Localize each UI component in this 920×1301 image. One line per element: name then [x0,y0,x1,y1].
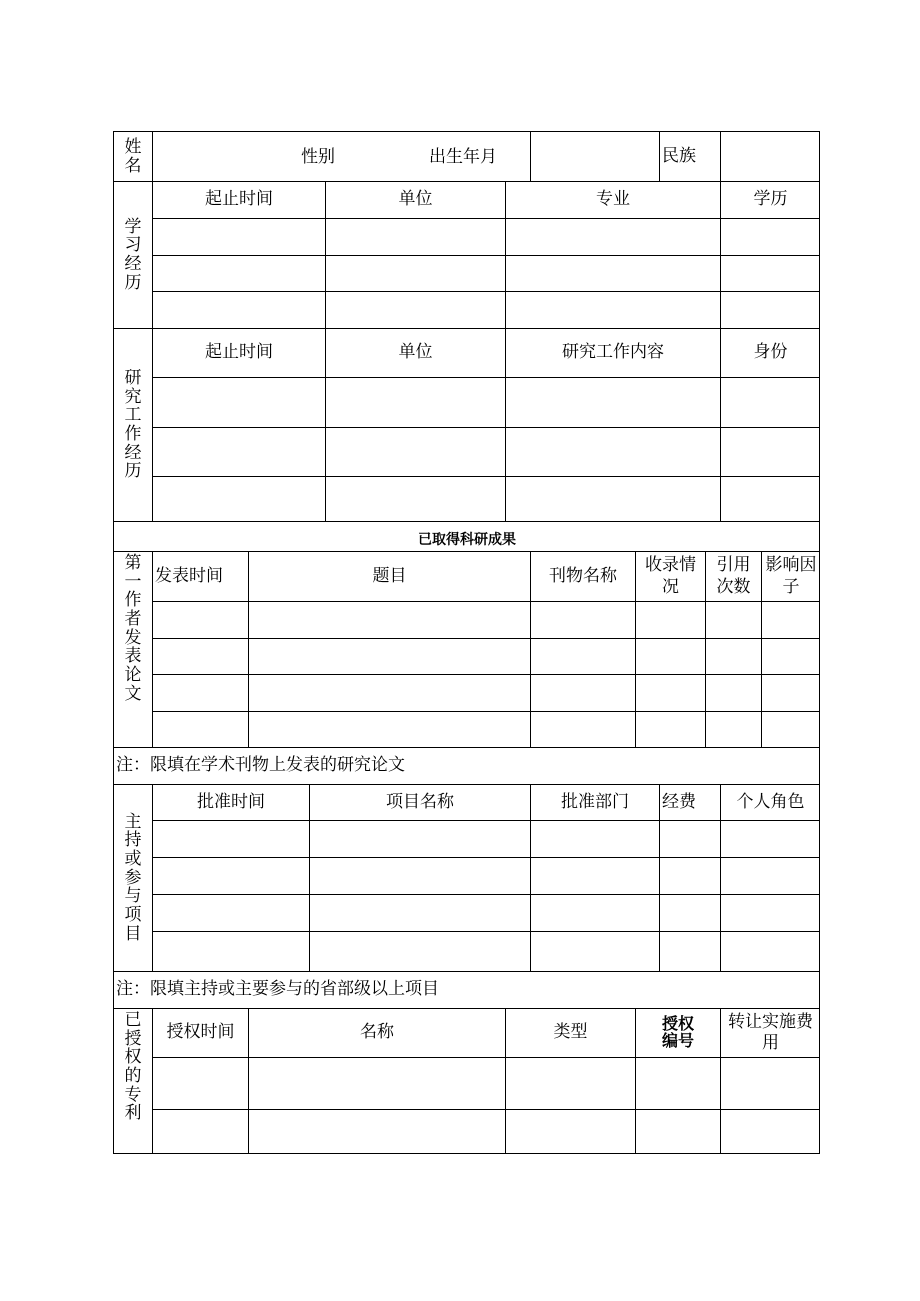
projects-header-role: 个人角色 [720,784,820,820]
papers-cell[interactable] [530,638,635,674]
patents-cell[interactable] [635,1109,720,1154]
research-header-unit: 单位 [325,328,505,377]
papers-cell[interactable] [248,674,530,711]
patents-cell[interactable] [720,1057,820,1109]
study-cell[interactable] [505,291,720,328]
papers-cell[interactable] [530,601,635,638]
patents-cell[interactable] [152,1057,248,1109]
patents-cell[interactable] [720,1109,820,1154]
study-cell[interactable] [505,255,720,291]
patents-cell[interactable] [152,1109,248,1154]
research-cell[interactable] [325,476,505,521]
projects-cell[interactable] [152,820,309,857]
papers-cell[interactable] [705,674,761,711]
projects-header-date: 批准时间 [152,784,309,820]
projects-header-department: 批准部门 [530,784,659,820]
patents-header-name: 名称 [248,1008,505,1057]
projects-cell[interactable] [152,857,309,894]
patents-cell[interactable] [635,1057,720,1109]
study-header-unit: 单位 [325,181,505,218]
projects-cell[interactable] [720,820,820,857]
papers-header-journal: 刊物名称 [530,551,635,601]
projects-cell[interactable] [309,820,530,857]
projects-cell[interactable] [659,931,720,971]
research-cell[interactable] [152,427,325,476]
research-header-period: 起止时间 [152,328,325,377]
projects-header-name: 项目名称 [309,784,530,820]
papers-cell[interactable] [152,601,248,638]
study-cell[interactable] [720,218,820,255]
research-cell[interactable] [505,427,720,476]
papers-cell[interactable] [248,601,530,638]
name-label: 姓 名 [113,131,152,181]
research-header-content: 研究工作内容 [505,328,720,377]
achievements-title: 已取得科研成果 [113,521,820,551]
papers-cell[interactable] [761,711,820,747]
papers-header-date: 发表时间 [152,551,248,601]
study-header-degree: 学历 [720,181,820,218]
birth-value-cell[interactable] [530,131,659,181]
research-cell[interactable] [720,377,820,427]
papers-section-label: 第 一 作 者 发 表 论 文 [113,551,152,747]
study-cell[interactable] [152,218,325,255]
study-cell[interactable] [152,291,325,328]
research-cell[interactable] [152,476,325,521]
projects-cell[interactable] [530,931,659,971]
birth-label: 出生年月 [429,147,497,167]
projects-cell[interactable] [530,894,659,931]
study-section-label: 学 习 经 历 [113,181,152,328]
papers-cell[interactable] [761,638,820,674]
projects-cell[interactable] [659,820,720,857]
projects-section-label: 主 持 或 参 与 项 目 [113,784,152,971]
projects-cell[interactable] [659,857,720,894]
name-row-group [152,131,530,181]
papers-cell[interactable] [705,601,761,638]
papers-cell[interactable] [152,711,248,747]
papers-cell[interactable] [705,711,761,747]
study-cell[interactable] [505,218,720,255]
papers-cell[interactable] [530,674,635,711]
study-cell[interactable] [325,218,505,255]
research-cell[interactable] [325,377,505,427]
projects-header-funding: 经费 [659,784,720,820]
study-cell[interactable] [325,291,505,328]
projects-cell[interactable] [309,894,530,931]
gender-label: 性别 [301,147,335,167]
papers-cell[interactable] [530,711,635,747]
papers-cell[interactable] [635,601,705,638]
papers-cell[interactable] [635,638,705,674]
projects-cell[interactable] [720,931,820,971]
ethnicity-value-cell[interactable] [720,131,820,181]
papers-cell[interactable] [761,674,820,711]
papers-header-impact: 影响因子 [761,551,820,601]
projects-cell[interactable] [152,894,309,931]
projects-cell[interactable] [309,857,530,894]
study-cell[interactable] [325,255,505,291]
research-cell[interactable] [505,476,720,521]
projects-cell[interactable] [309,931,530,971]
research-section-label: 研 究 工 作 经 历 [113,328,152,521]
projects-cell[interactable] [530,857,659,894]
patents-header-date: 授权时间 [152,1008,248,1057]
patents-header-fee: 转让实施费用 [720,1008,820,1057]
projects-cell[interactable] [720,894,820,931]
papers-header-citations: 引用次数 [705,551,761,601]
study-cell[interactable] [152,255,325,291]
research-cell[interactable] [720,427,820,476]
projects-cell[interactable] [720,857,820,894]
ethnicity-label: 民族 [659,131,720,181]
papers-note: 注：限填在学术刊物上发表的研究论文 [113,747,820,784]
papers-header-indexed: 收录情况 [635,551,705,601]
study-cell[interactable] [720,255,820,291]
patents-cell[interactable] [505,1057,635,1109]
study-cell[interactable] [720,291,820,328]
research-cell[interactable] [505,377,720,427]
research-cell[interactable] [720,476,820,521]
patents-section-label: 已 授 权 的 专 利 [113,1008,152,1154]
patents-cell[interactable] [248,1109,505,1154]
research-header-role: 身份 [720,328,820,377]
patents-header-number: 授权编号 [635,1008,720,1057]
papers-cell[interactable] [152,638,248,674]
papers-cell[interactable] [761,601,820,638]
papers-cell[interactable] [635,711,705,747]
study-header-major: 专业 [505,181,720,218]
research-cell[interactable] [325,427,505,476]
patents-cell[interactable] [505,1109,635,1154]
projects-cell[interactable] [152,931,309,971]
papers-cell[interactable] [248,638,530,674]
patents-cell[interactable] [248,1057,505,1109]
papers-header-title: 题目 [248,551,530,601]
projects-cell[interactable] [659,894,720,931]
papers-cell[interactable] [705,638,761,674]
papers-cell[interactable] [635,674,705,711]
projects-cell[interactable] [530,820,659,857]
study-header-period: 起止时间 [152,181,325,218]
papers-cell[interactable] [248,711,530,747]
papers-cell[interactable] [152,674,248,711]
patents-header-type: 类型 [505,1008,635,1057]
research-cell[interactable] [152,377,325,427]
projects-note: 注：限填主持或主要参与的省部级以上项目 [113,971,820,1008]
